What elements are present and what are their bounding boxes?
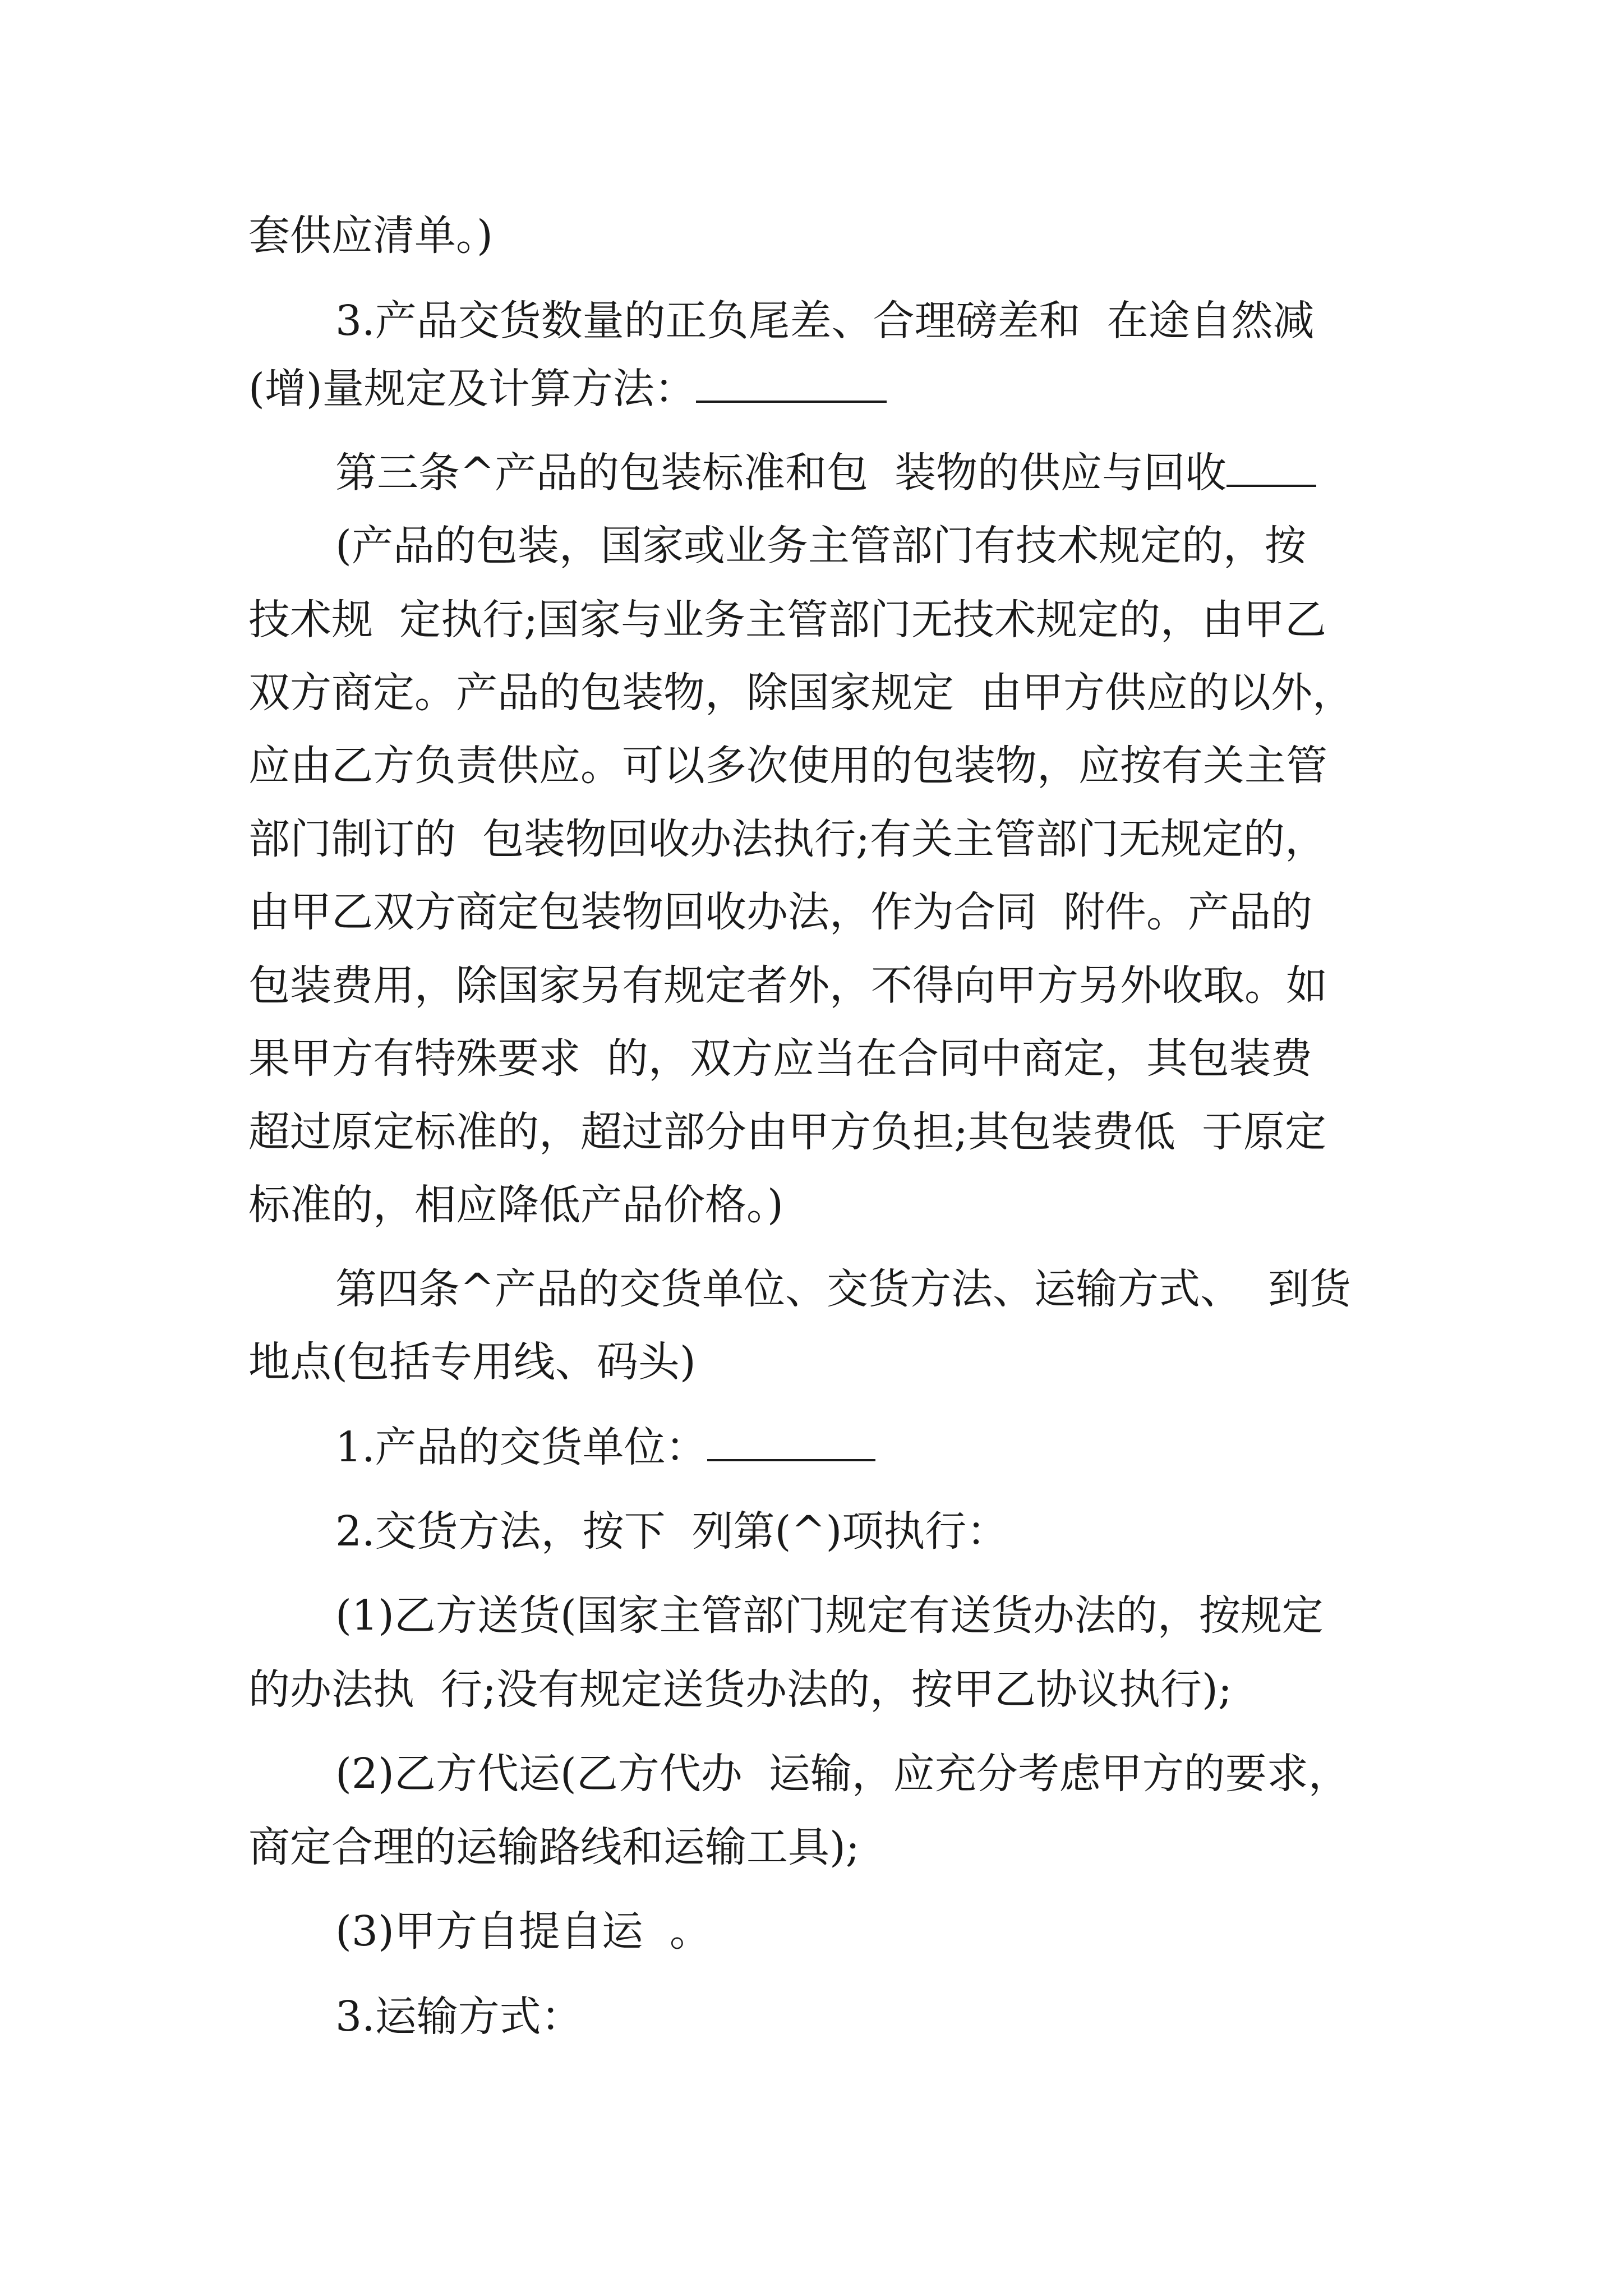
text-line-10: 由甲乙双方商定包装物回收办法，作为合同 附件。产品的 <box>248 888 1313 936</box>
text-line-1: 套供应清单。) <box>248 211 493 260</box>
text-line-20: 的办法执 行;没有规定送货办法的，按甲乙协议执行); <box>248 1665 1232 1714</box>
text-line-17: 1.产品的交货单位： <box>335 1419 875 1475</box>
text-line-9: 部门制订的 包装物回收办法执行;有关主管部门无规定的， <box>248 815 1326 863</box>
text-line-5: (产品的包装，国家或业务主管部门有技术规定的，按 <box>335 522 1306 570</box>
text-line-15: 第四条^产品的交货单位、交货方法、运输方式、 到货 <box>335 1265 1352 1313</box>
text-line-7: 双方商定。产品的包装物，除国家规定 由甲方供应的以外， <box>248 669 1354 717</box>
text-line-12: 果甲方有特殊要求 的，双方应当在合同中商定，其包装费 <box>248 1034 1313 1083</box>
fill-in-blank <box>1227 450 1316 487</box>
text-line-19: (1)乙方送货(国家主管部门规定有送货办法的，按规定 <box>335 1591 1324 1640</box>
text-line-14: 标准的，相应降低产品价格。) <box>248 1181 783 1229</box>
text-line-6: 技术规 定执行;国家与业务主管部门无技术规定的，由甲乙 <box>248 596 1326 644</box>
fill-in-blank <box>696 366 887 403</box>
text-line-24: 3.运输方式： <box>335 1993 583 2041</box>
text-line-11: 包装费用，除国家另有规定者外，不得向甲方另外收取。如 <box>248 961 1327 1010</box>
fill-in-blank <box>707 1424 875 1461</box>
text-line-2: 3.产品交货数量的正负尾差、合理磅差和 在途自然减 <box>335 297 1315 345</box>
text-line-4: 第三条^产品的包装标准和包 装物的供应与回收 <box>335 445 1316 501</box>
text-line-3: (增)量规定及计算方法： <box>248 361 887 417</box>
text-line-23: (3)甲方自提自运 。 <box>335 1907 711 1955</box>
text-line-22: 商定合理的运输路线和运输工具); <box>248 1823 860 1871</box>
text-line-21: (2)乙方代运(乙方代办 运输，应充分考虑甲方的要求， <box>335 1750 1350 1798</box>
text-line-18: 2.交货方法，按下 列第(^)项执行： <box>335 1507 1008 1556</box>
text-line-13: 超过原定标准的，超过部分由甲方负担;其包装费低 于原定 <box>248 1108 1326 1156</box>
text-line-16: 地点(包括专用线、码头) <box>248 1338 696 1386</box>
text-line-8: 应由乙方负责供应。可以多次使用的包装物，应按有关主管 <box>248 742 1327 790</box>
